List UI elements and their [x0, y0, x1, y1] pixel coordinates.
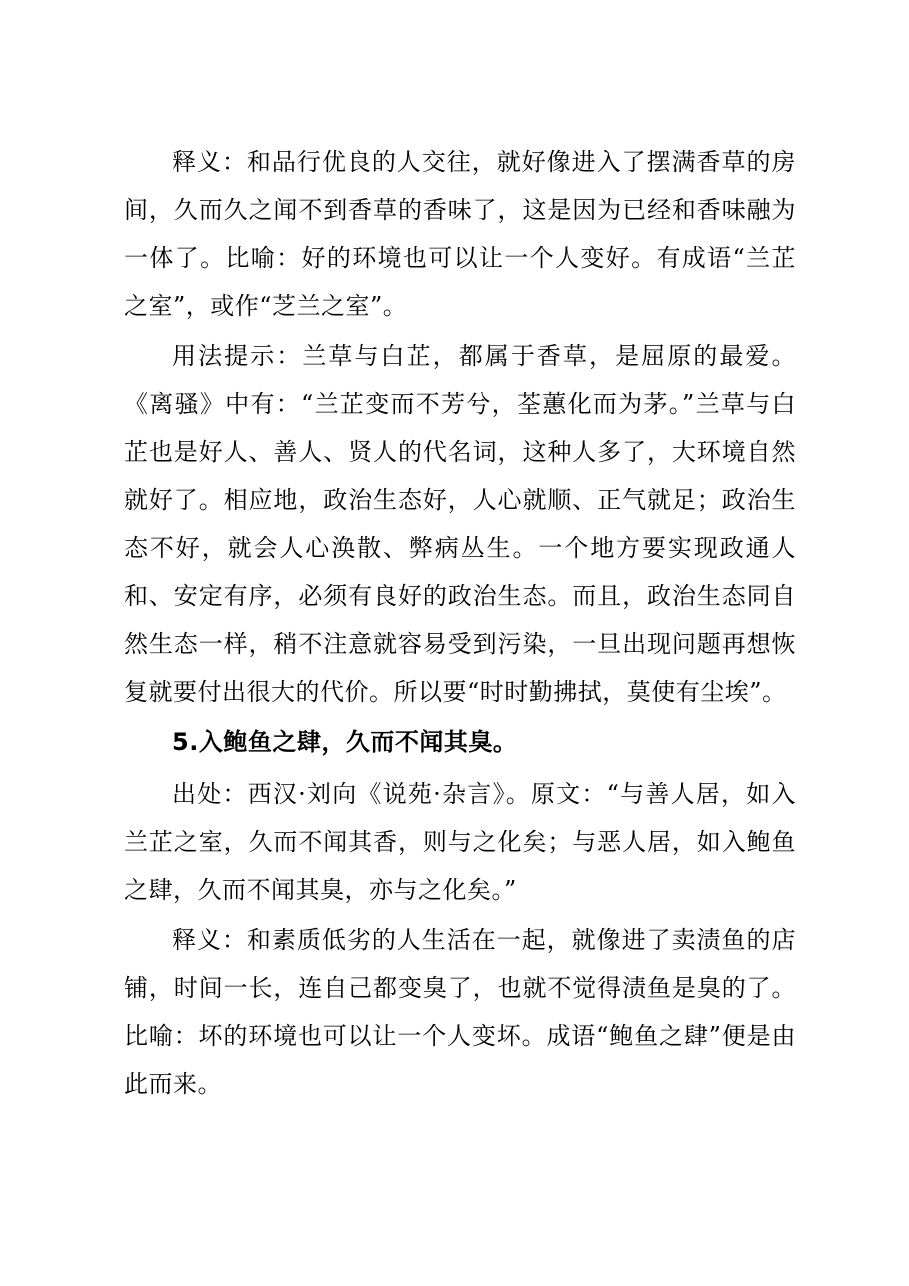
document-body [124, 138, 796, 1108]
paragraph-explanation-1: 释义：和品行优良的人交往，就好像进入了摆满香草的房间，久而久之闻不到香草的香味了，这是因为已经和香味融为一体了。比喻：好的环境也可以让一个人变好。有成语“兰芷之室”，或作“芝兰之室”。 [124, 148, 796, 320]
paragraph-usage-tip: 用法提示：兰草与白芷，都属于香草，是屈原的最爱。《离骚》中有：“兰芷变而不芳兮，荃蕙化而为茅。”兰草与白芷也是好人、善人、贤人的代名词，这种人多了，大环境自然就好了。相应地，政治生态好，人心就顺、正气就足；政治生态不好，就会人心涣散、弊病丛生。一个地方要实现政通人和、安定有序，必须有良好的政治生态。而且，政治生态同自然生态一样，稍不注意就容易受到污染，一旦出现问题再想恢复就要付出很大的代价。所以要“时时勤拂拭，莫使有尘埃”。 [124, 342, 796, 706]
paragraph-source-5: 出处：西汉·刘向《说苑·杂言》。原文：“与善人居，如入兰芷之室，久而不闻其香，则与之化矣；与恶人居，如入鲍鱼之肆，久而不闻其臭，亦与之化矣。” [124, 780, 796, 904]
section-heading-5: 5.入鲍鱼之肆，久而不闻其臭。 [172, 728, 518, 756]
paragraph-explanation-5: 释义：和素质低劣的人生活在一起，就像进了卖渍鱼的店铺，时间一长，连自己都变臭了，也就不觉得渍鱼是臭的了。比喻：坏的环境也可以让一个人变坏。成语“鲍鱼之肆”便是由此而来。 [124, 926, 796, 1098]
